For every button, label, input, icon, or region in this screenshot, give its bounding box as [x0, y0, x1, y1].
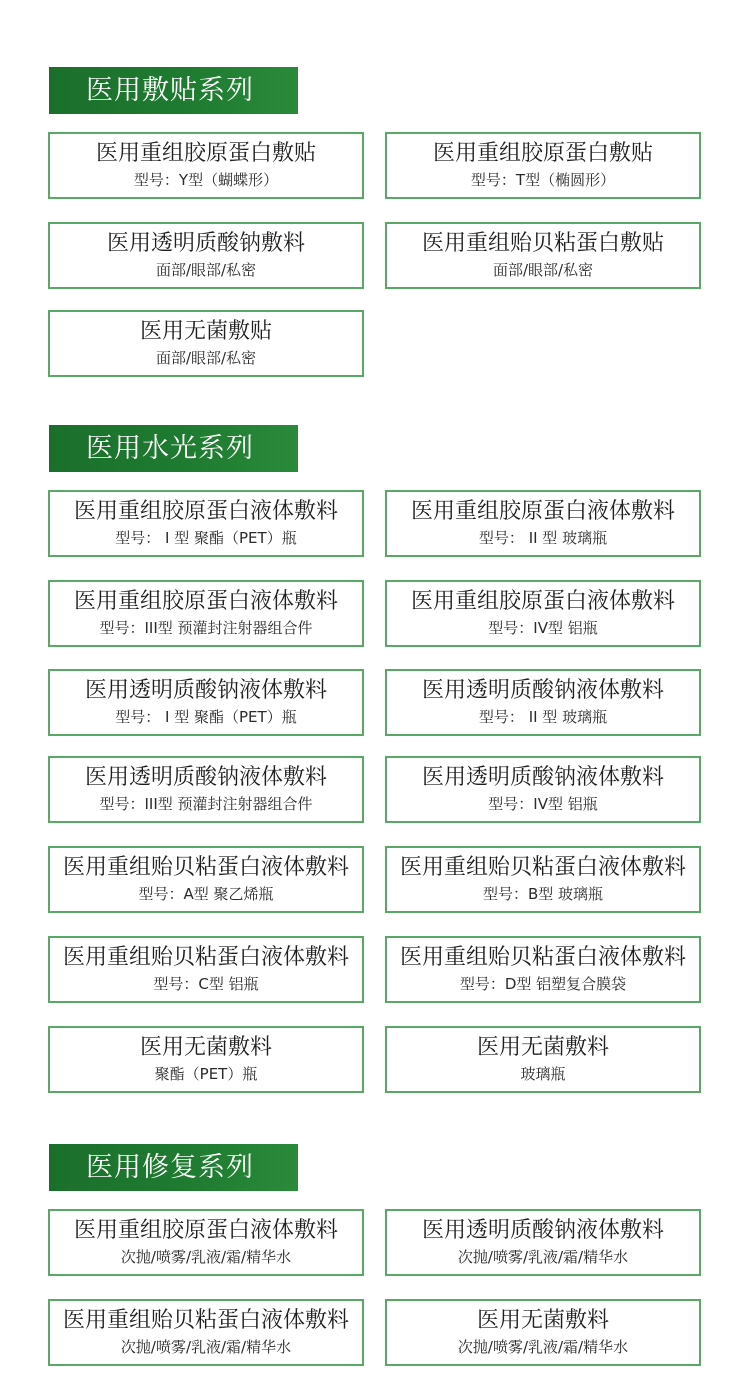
product-card: [48, 310, 364, 377]
product-spec: 型号：D型 铝塑复合膜袋: [459, 975, 627, 993]
product-spec: 型号：IV型 铝瓶: [488, 795, 598, 813]
product-card: [48, 936, 364, 1003]
product-name: 医用透明质酸钠液体敷料: [421, 1218, 664, 1243]
product-card: [385, 1299, 701, 1366]
product-card: [48, 490, 364, 557]
product-card: [385, 1026, 701, 1093]
product-card: [48, 132, 364, 199]
product-name: 医用无菌敷料: [476, 1035, 609, 1060]
product-name: 医用透明质酸钠液体敷料: [84, 765, 327, 790]
product-name: 医用重组胶原蛋白液体敷料: [73, 499, 338, 524]
product-card: [385, 846, 701, 913]
product-name: 医用重组贻贝粘蛋白液体敷料: [62, 1308, 349, 1333]
product-spec: 次抛/喷雾/乳液/霜/精华水: [120, 1338, 292, 1356]
product-name: 医用无菌敷料: [476, 1308, 609, 1333]
product-spec: 型号： I 型 聚酯（PET）瓶: [115, 529, 297, 547]
product-spec: 型号： I 型 聚酯（PET）瓶: [115, 708, 297, 726]
product-spec: 聚酯（PET）瓶: [154, 1065, 258, 1083]
product-spec: 型号： II 型 玻璃瓶: [478, 708, 608, 726]
product-card: [48, 1299, 364, 1366]
product-spec: 次抛/喷雾/乳液/霜/精华水: [120, 1248, 292, 1266]
product-spec: 次抛/喷雾/乳液/霜/精华水: [457, 1338, 629, 1356]
product-spec: 型号：B型 玻璃瓶: [482, 885, 604, 903]
product-name: 医用重组胶原蛋白液体敷料: [73, 589, 338, 614]
product-name: 医用透明质酸钠液体敷料: [84, 678, 327, 703]
product-name: 医用重组贻贝粘蛋白液体敷料: [62, 855, 349, 880]
product-card: [385, 669, 701, 736]
product-spec: 玻璃瓶: [520, 1065, 566, 1083]
product-spec: 型号：III型 预灌封注射器组合件: [99, 619, 313, 637]
product-name: 医用重组胶原蛋白液体敷料: [410, 589, 675, 614]
product-spec: 型号：IV型 铝瓶: [488, 619, 598, 637]
product-spec: 面部/眼部/私密: [155, 349, 257, 367]
product-spec: 型号：A型 聚乙烯瓶: [138, 885, 274, 903]
product-spec: 型号：III型 预灌封注射器组合件: [99, 795, 313, 813]
product-card: [48, 756, 364, 823]
product-spec: 型号： II 型 玻璃瓶: [478, 529, 608, 547]
product-name: 医用重组贻贝粘蛋白液体敷料: [399, 855, 686, 880]
product-spec: 面部/眼部/私密: [492, 261, 594, 279]
product-card: [385, 222, 701, 289]
section-title: 医用修复系列: [49, 1144, 298, 1191]
product-spec: 次抛/喷雾/乳液/霜/精华水: [457, 1248, 629, 1266]
product-name: 医用无菌敷料: [139, 1035, 272, 1060]
product-card: [48, 222, 364, 289]
product-name: 医用重组贻贝粘蛋白液体敷料: [62, 945, 349, 970]
product-card: [48, 580, 364, 647]
product-name: 医用重组胶原蛋白敷贴: [432, 141, 653, 166]
product-card: [385, 580, 701, 647]
product-card: [385, 490, 701, 557]
product-card: [385, 756, 701, 823]
section-title: 医用敷贴系列: [49, 67, 298, 114]
product-name: 医用重组胶原蛋白液体敷料: [73, 1218, 338, 1243]
product-name: 医用重组胶原蛋白敷贴: [95, 141, 316, 166]
product-card: [385, 132, 701, 199]
product-spec: 型号：C型 铝瓶: [153, 975, 259, 993]
product-card: [48, 1209, 364, 1276]
product-card: [48, 1026, 364, 1093]
product-card: [48, 846, 364, 913]
product-name: 医用透明质酸钠液体敷料: [421, 765, 664, 790]
product-name: 医用重组贻贝粘蛋白液体敷料: [399, 945, 686, 970]
section-title: 医用水光系列: [49, 425, 298, 472]
product-spec: 型号：Y型（蝴蝶形）: [133, 171, 279, 189]
product-name: 医用无菌敷贴: [139, 319, 272, 344]
product-card: [385, 936, 701, 1003]
product-spec: 型号：T型（椭圆形）: [470, 171, 616, 189]
product-name: 医用重组贻贝粘蛋白敷贴: [421, 231, 664, 256]
product-card: [385, 1209, 701, 1276]
product-name: 医用重组胶原蛋白液体敷料: [410, 499, 675, 524]
product-name: 医用透明质酸钠液体敷料: [421, 678, 664, 703]
product-name: 医用透明质酸钠敷料: [106, 231, 305, 256]
product-spec: 面部/眼部/私密: [155, 261, 257, 279]
product-card: [48, 669, 364, 736]
